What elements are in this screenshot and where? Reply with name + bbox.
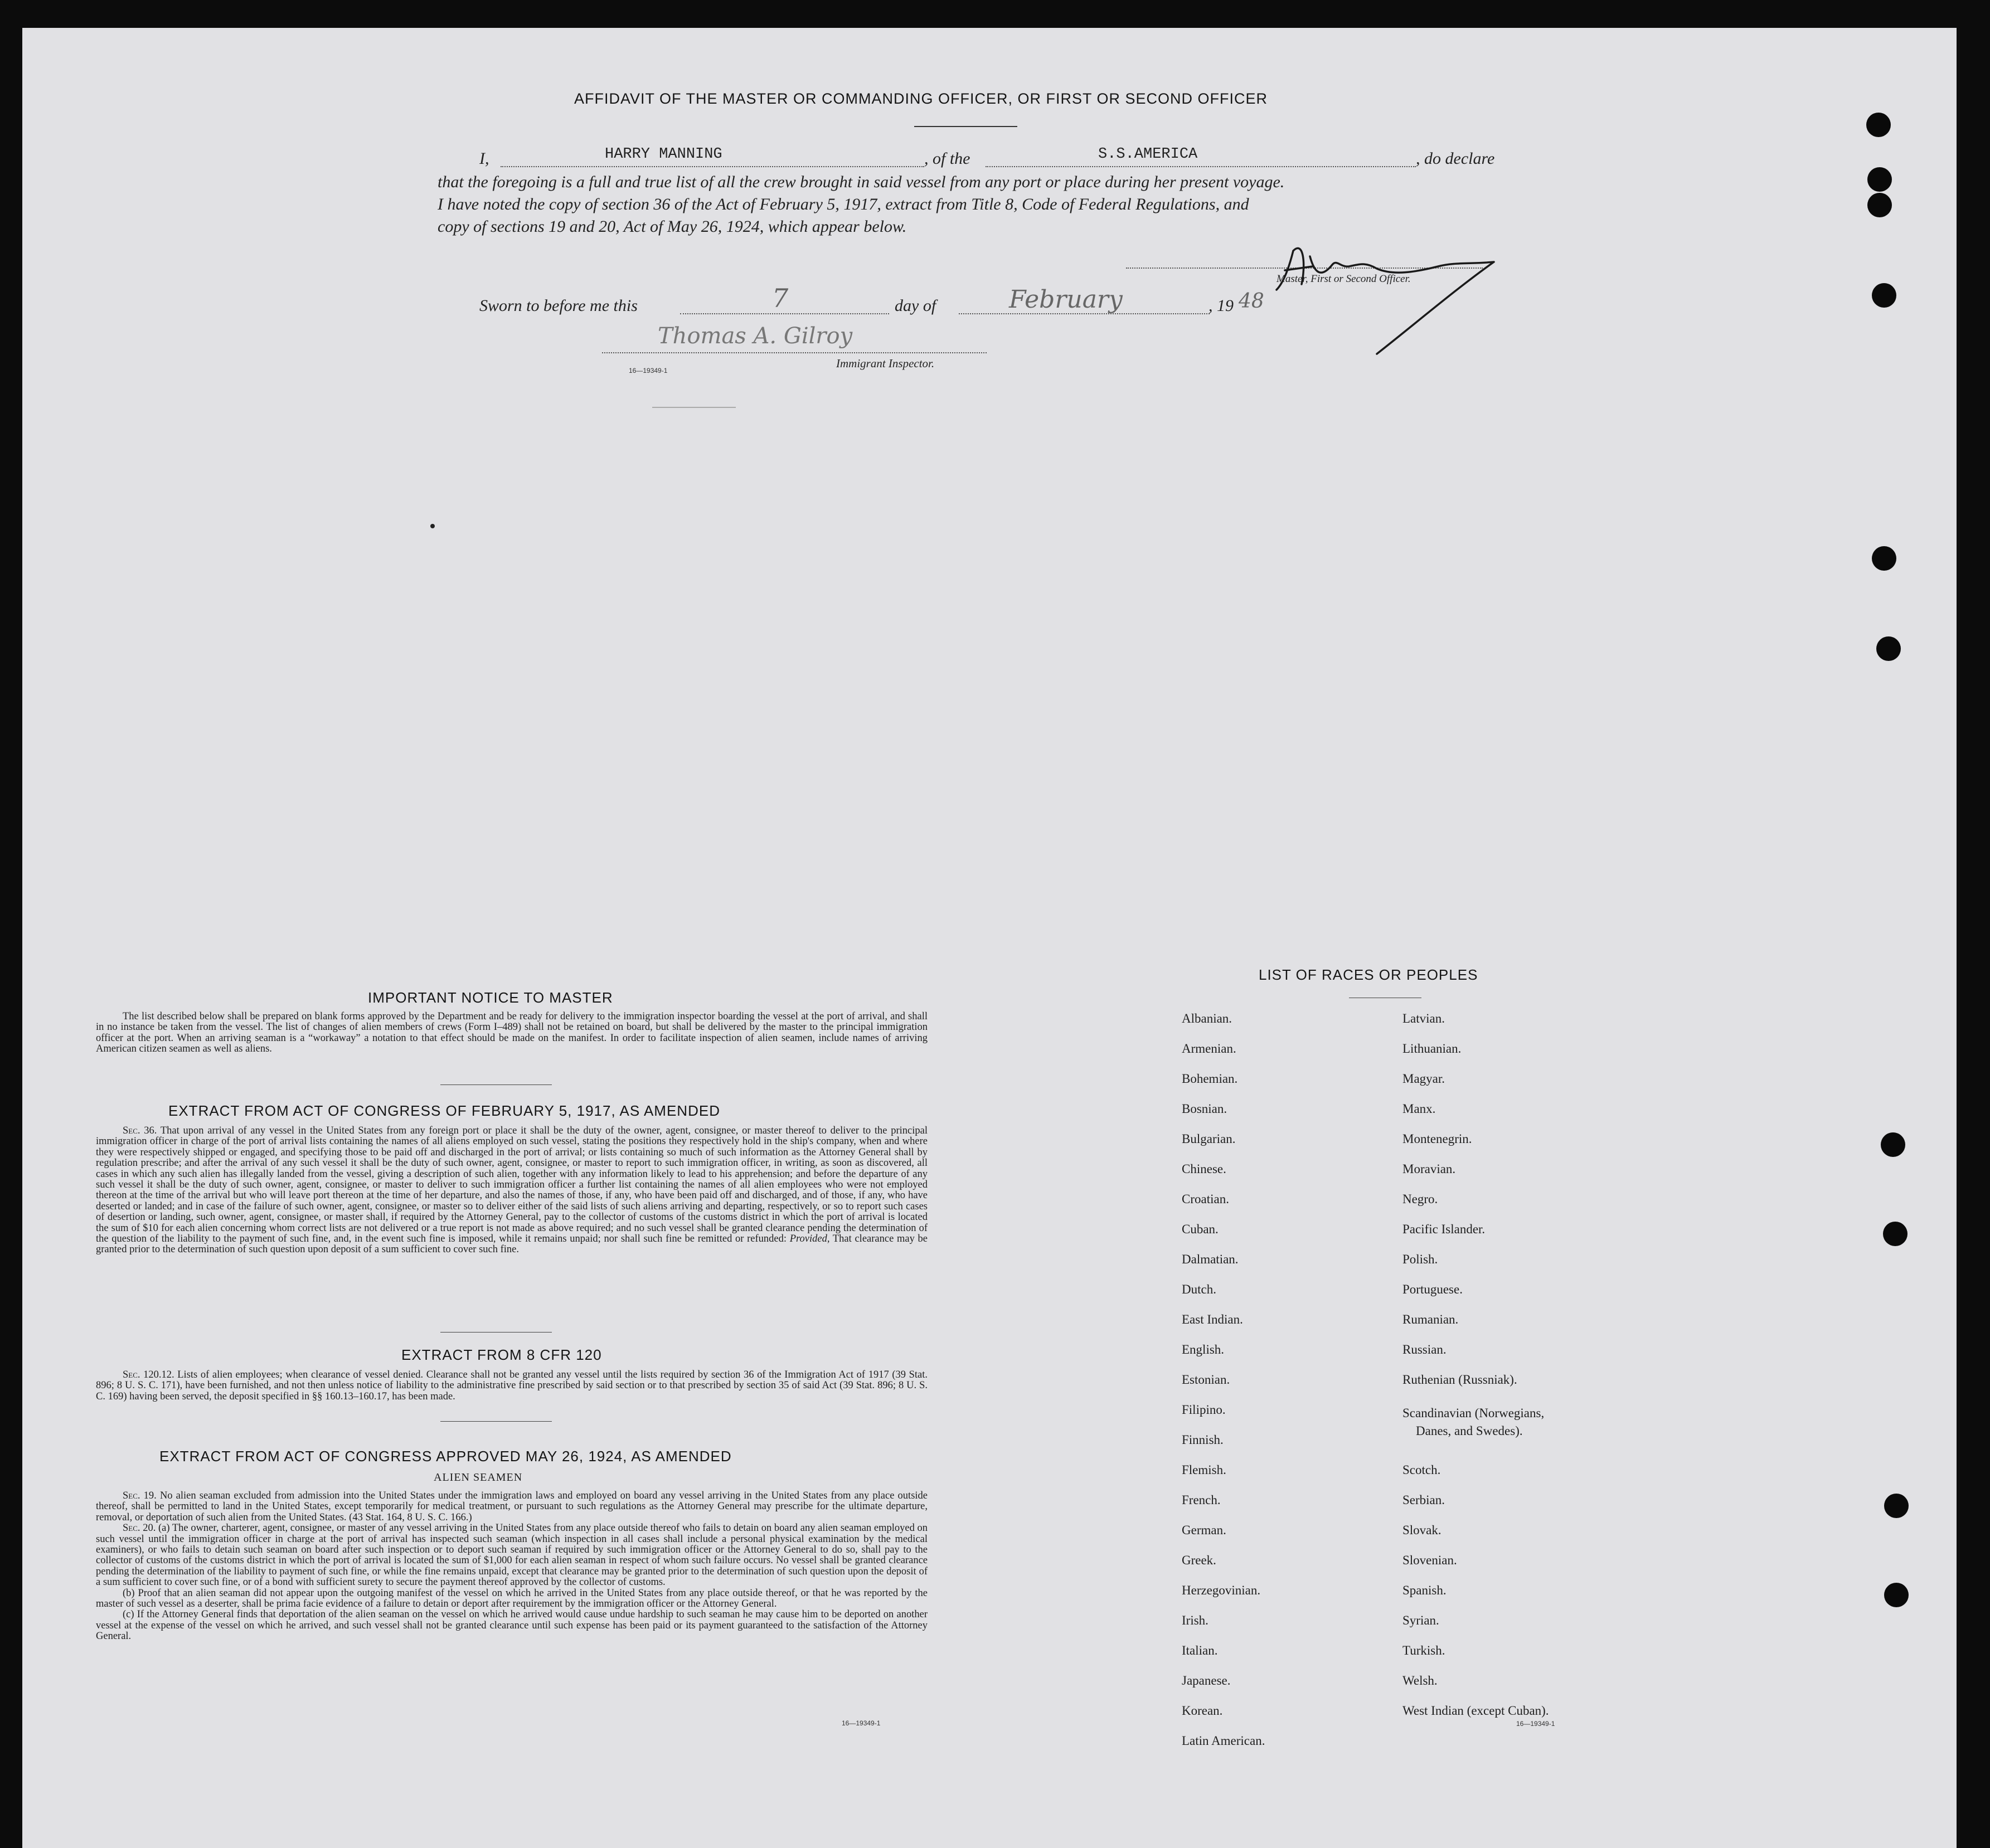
sworn-month: February	[1009, 285, 1123, 314]
extract-cfr-text	[96, 1370, 928, 1402]
affidavit-of-the: , of the	[924, 149, 970, 168]
race-item: Filipino.	[1182, 1403, 1226, 1417]
sworn-label: Sworn to before me this	[479, 296, 638, 315]
punch-hole	[1884, 1494, 1909, 1518]
inspector-signature-line	[602, 352, 987, 353]
race-item: Ruthenian (Russniak).	[1402, 1373, 1517, 1387]
master-name: HARRY MANNING	[605, 146, 722, 163]
race-item: Bohemian.	[1182, 1072, 1238, 1086]
race-item: Armenian.	[1182, 1042, 1236, 1056]
race-item: East Indian.	[1182, 1312, 1243, 1326]
inspector-caption: Immigrant Inspector.	[836, 357, 935, 370]
race-item: German.	[1182, 1523, 1226, 1537]
extract-1917-body: That upon arrival of any vessel in the United States from any foreign port or place it shall be the duty of the owner, agent, consignee, or master thereof to deliver to the principal immigration officer in charge of the port of arrival lists containing the names of all aliens employed on such vessel, stating the positions they respectively hold in the ship's company, when and where they were respectively shipped or engaged, and specifying those to be paid off and discharged in the port of arrival; or lists containing so much of such information as the Attorney General shall by regulation prescribe; and after the arrival of any such vessel it shall be the duty of such owner, agent, consignee, or master to report to such immigration officer, in writing, as soon as discovered, all cases in which any such alien has illegally landed from the vessel, giving a description of such alien, together with any information likely to lead to his apprehension; and before the departure of any such vessel it shall be the duty of such owner, agent, consignee, or master to deliver to such immigration officer a further list containing the names of all alien employees who were not employed thereon at the time of the arrival but who will leave port thereon at the time of her departure, and also the names of those, if any, who have been paid off and discharged, and of those, if any, who have deserted or landed; and in case of the failure of such owner, agent, consignee, or master so to deliver either of the said lists of such aliens arriving and departing, respectively, or so to report such cases of desertion or landing, such owner, agent, consignee, or master shall, if required by the Attorney General, pay to the collector of customs of the customs district in which the port of arrival is located the sum of $10 for each alien concerning whom correct lists are not delivered or a true report is not made as above required; and no such vessel shall be granted clearance pending the determination of the question of the liability to the payment of such fine, and, in the event such fine is imposed, while it remains unpaid; nor shall such fine be remitted or refunded:	[96, 1125, 928, 1245]
race-item: Herzegovinian.	[1182, 1583, 1261, 1597]
races-form-number: 16—19349-1	[1516, 1720, 1555, 1728]
punch-hole	[1867, 193, 1892, 217]
race-item: Scotch.	[1402, 1463, 1441, 1477]
affidavit-form-number: 16—19349-1	[629, 367, 668, 375]
notice-title: IMPORTANT NOTICE TO MASTER	[368, 989, 613, 1006]
extract-1924-sec20b: (b) Proof that an alien seaman did not appear upon the outgoing manifest of the vessel on which he arrived in the United States from any place outside thereof, or that he was reported by the master of such vessel as a deserter, shall be prima facie evidence of a failure to detain or deport after requirement by the immigration officer or the Attorney General.	[96, 1587, 928, 1610]
extract-1924-sec19	[96, 1491, 928, 1523]
race-item: Portuguese.	[1402, 1282, 1463, 1296]
race-item: Greek.	[1182, 1553, 1216, 1567]
notice-text: The list described below shall be prepared on blank forms approved by the Department and be ready for delivery to the immigration inspector boarding the vessel at the port of arrival, and shall in no instance be taken from the vessel. The list of changes of alien members of crews (Form I–489) shall not be retained on board, but shall be delivered by the master to the principal immigration officer at the port. When an arriving seaman is a “workaway” a notation to that effect should be made on the manifest. In order to facilitate inspection of alien seamen, include names of arriving American citizen seamen as well as aliens.	[96, 1011, 928, 1055]
race-item: Welsh.	[1402, 1674, 1438, 1687]
extract-cfr-title: EXTRACT FROM 8 CFR 120	[401, 1346, 602, 1363]
race-item: Scandinavian (Norwegians,	[1402, 1406, 1545, 1420]
vessel-name: S.S.AMERICA	[1098, 146, 1198, 163]
race-item: English.	[1182, 1343, 1225, 1356]
affidavit-line-4: copy of sections 19 and 20, Act of May 26, 1924, which appear below.	[438, 217, 907, 236]
sworn-year-prefix: , 19	[1208, 296, 1234, 315]
sec19-body: No alien seaman excluded from admission into the United States under the immigration laws and employed on board any vessel arriving in the United States from any place outside thereof, shall be permitted to land in the United States, except temporarily for medical treatment, or pursuant to such regulations as the Attorney General may prescribe for the ultimate departure, removal, or deportation of such alien from the United States. (43 Stat. 164, 8 U. S. C. 166.)	[96, 1490, 928, 1523]
race-item: Flemish.	[1182, 1463, 1226, 1477]
race-item: Italian.	[1182, 1643, 1218, 1657]
race-item: Montenegrin.	[1402, 1132, 1472, 1146]
inspector-signature: Thomas A. Gilroy	[658, 323, 853, 349]
race-item: Latin American.	[1182, 1734, 1265, 1748]
race-item: Albanian.	[1182, 1011, 1232, 1025]
race-item: Polish.	[1402, 1252, 1438, 1266]
sworn-year: 48	[1239, 290, 1264, 313]
punch-hole	[1872, 546, 1896, 571]
race-item: Magyar.	[1402, 1072, 1445, 1086]
race-item: Danes, and Swedes).	[1416, 1424, 1523, 1438]
race-item: Lithuanian.	[1402, 1042, 1462, 1056]
vessel-name-line	[986, 166, 1416, 167]
extract-1917-text	[96, 1126, 928, 1256]
race-item: Latvian.	[1402, 1011, 1445, 1025]
punch-hole	[1881, 1132, 1905, 1157]
extract-1924-sec20	[96, 1523, 928, 1588]
race-item: West Indian (except Cuban).	[1402, 1704, 1549, 1718]
punch-hole	[1872, 283, 1896, 308]
race-item: Estonian.	[1182, 1373, 1230, 1387]
title-divider	[914, 126, 1017, 127]
race-item: Dutch.	[1182, 1282, 1216, 1296]
race-item: Slovenian.	[1402, 1553, 1457, 1567]
race-item: Spanish.	[1402, 1583, 1447, 1597]
race-item: Bosnian.	[1182, 1102, 1227, 1116]
race-item: Russian.	[1402, 1343, 1447, 1356]
race-item: Slovak.	[1402, 1523, 1441, 1537]
affidavit-line-3: I have noted the copy of section 36 of the Act of February 5, 1917, extract from Title 8, Code of Federal Regulations, and	[438, 195, 1249, 213]
punch-hole	[1876, 636, 1901, 661]
affidavit-do-declare: , do declare	[1416, 149, 1495, 168]
affidavit-line-2: that the foregoing is a full and true list of all the crew brought in said vessel from any port or place during her present voyage.	[438, 173, 1285, 191]
sworn-day-line	[680, 313, 889, 314]
sec19-label: Sec. 19.	[123, 1490, 157, 1501]
extract-1917-end: That clearance may be granted prior to the determination of such question upon deposit of a sum sufficient to cover such fine.	[96, 1233, 928, 1256]
race-item: Dalmatian.	[1182, 1252, 1239, 1266]
race-item: Rumanian.	[1402, 1312, 1459, 1326]
extract-1917-sec: Sec. 36.	[123, 1125, 157, 1136]
affidavit-pre-name: I,	[479, 149, 489, 168]
race-item: Irish.	[1182, 1613, 1208, 1627]
pencil-mark	[652, 407, 736, 408]
extract-1924-sec20c: (c) If the Attorney General finds that deportation of the alien seaman on the vessel on which he arrived would cause undue hardship to such seaman he may cause him to be deported on another vessel at the expense of the vessel on which he arrived, and such vessel shall not be granted clearance until such expense has been paid or its payment guaranteed to the satisfaction of the Attorney General.	[96, 1609, 928, 1642]
race-item: Moravian.	[1402, 1162, 1456, 1176]
race-item: Pacific Islander.	[1402, 1222, 1486, 1236]
extract-1917-title: EXTRACT FROM ACT OF CONGRESS OF FEBRUARY 5, 1917, AS AMENDED	[168, 1102, 720, 1119]
sworn-day-of: day of	[895, 296, 936, 315]
affidavit-title: AFFIDAVIT OF THE MASTER OR COMMANDING OFFICER, OR FIRST OR SECOND OFFICER	[574, 90, 1268, 107]
race-item: Finnish.	[1182, 1433, 1224, 1447]
punch-hole	[1867, 167, 1892, 192]
master-signature-caption: Master, First or Second Officer.	[1276, 273, 1411, 285]
speck	[430, 524, 435, 528]
race-item: Korean.	[1182, 1704, 1223, 1718]
race-item: Manx.	[1402, 1102, 1436, 1116]
punch-hole	[1883, 1222, 1908, 1246]
extract-cfr-divider	[440, 1421, 552, 1422]
extract-form-number: 16—19349-1	[842, 1719, 881, 1727]
sec20-label: Sec. 20.	[123, 1523, 156, 1534]
race-item: Turkish.	[1402, 1643, 1445, 1657]
extract-1924-text	[96, 1491, 928, 1642]
race-item: Croatian.	[1182, 1192, 1229, 1206]
extract-cfr-body: Lists of alien employees; when clearance of vessel denied. Clearance shall not be granted any vessel until the lists required by section 36 of the Immigration Act of 1917 (39 Stat. 896; 8 U. S. C. 171), have been furnished, and not then unless notice of liability to the administrative fine prescribed by said section or to that prescribed by section 35 of said Act (39 Stat. 896; 8 U. S. C. 169) having been served, the deposit specified in §§ 160.13–160.17, has been made.	[96, 1369, 928, 1402]
master-name-line	[501, 166, 924, 167]
extract-cfr-sec: Sec. 120.12.	[123, 1369, 174, 1380]
punch-hole	[1884, 1583, 1909, 1607]
document-page	[22, 28, 1957, 1848]
race-item: French.	[1182, 1493, 1221, 1507]
race-item: Chinese.	[1182, 1162, 1226, 1176]
punch-hole	[1866, 113, 1891, 137]
race-item: Japanese.	[1182, 1674, 1231, 1687]
race-item: Negro.	[1402, 1192, 1438, 1206]
races-title: LIST OF RACES OR PEOPLES	[1259, 966, 1478, 983]
race-item: Bulgarian.	[1182, 1132, 1236, 1146]
extract-1917-provided: Provided,	[789, 1233, 830, 1245]
extract-1924-title: EXTRACT FROM ACT OF CONGRESS APPROVED MAY 26, 1924, AS AMENDED	[159, 1448, 732, 1465]
sec20-body: (a) The owner, charterer, agent, consignee, or master of any vessel arriving in the United States from any place outside thereof who fails to detain on board any alien seaman employed on such vessel until the immigration officer in charge at the port of arrival has inspected such seaman (which inspection in all cases shall include a personal physical examination by the medical examiners), or who fails to detain such seaman on board after such inspection or to deport such seaman if required by such immigration officer or the Attorney General to do so, shall pay to the collector of customs of the customs district in which the port of arrival is located the sum of $1,000 for each alien seaman in respect of whom such failure occurs. No vessel shall be granted clearance pending the determination of the liability to payment of such fine, or while the fine remains unpaid, except that clearance may be granted prior to the determination of such question upon the deposit of a sum sufficient to cover such fine, or of a bond with sufficient surety to secure the payment thereof approved by the collector of customs.	[96, 1523, 928, 1588]
sworn-day: 7	[772, 283, 789, 313]
race-item: Cuban.	[1182, 1222, 1219, 1236]
race-item: Syrian.	[1402, 1613, 1439, 1627]
race-item: Serbian.	[1402, 1493, 1445, 1507]
extract-1924-subtitle: ALIEN SEAMEN	[434, 1471, 523, 1484]
